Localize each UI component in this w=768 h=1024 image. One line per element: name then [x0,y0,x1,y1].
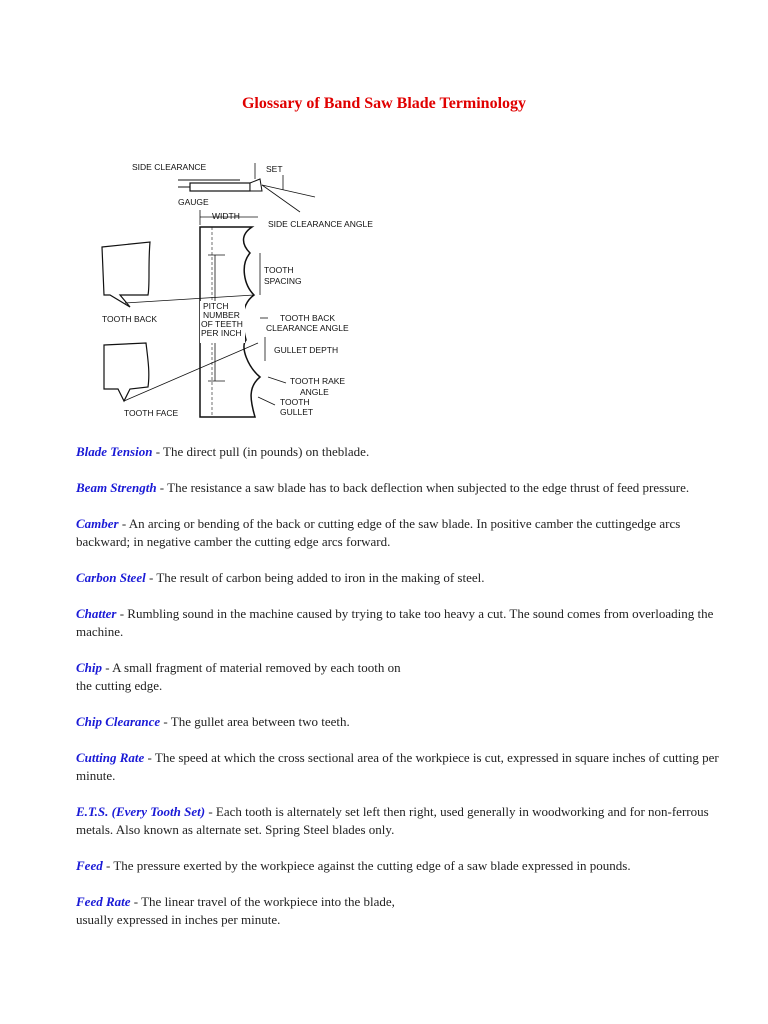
label-tooth-gullet-1: TOOTH [280,397,310,407]
label-tooth-back-clearance-2: CLEARANCE ANGLE [266,323,349,333]
label-side-clearance: SIDE CLEARANCE [132,162,207,172]
glossary-definition: - The direct pull (in pounds) on theblade. [152,444,370,459]
glossary-term: E.T.S. (Every Tooth Set) [76,804,206,819]
glossary-term: Camber [76,516,119,531]
label-gauge: GAUGE [178,197,209,207]
glossary-term: Beam Strength [76,480,157,495]
glossary-definition: - The speed at which the cross sectional area of the workpiece is cut, expressed in square inches of cutting per minute. [76,750,719,783]
label-width: WIDTH [212,211,240,221]
glossary-term: Chip Clearance [76,714,161,729]
tooth-gullet-pointer [258,397,275,405]
glossary-term: Chip [76,660,103,675]
glossary-term: Feed [76,858,103,873]
set-tooth-shape [250,179,262,191]
glossary-term: Chatter [76,606,117,621]
label-pitch-2: NUMBER [203,310,240,320]
glossary-entry [76,515,726,551]
glossary-definition: - Rumbling sound in the machine caused by trying to take too heavy a cut. The sound comes from overloading the machine. [76,606,714,639]
label-tooth-spacing-1: TOOTH [264,265,294,275]
label-tooth-spacing-2: SPACING [264,276,302,286]
glossary-entry [76,479,726,497]
label-pitch-3: OF TEETH [201,319,243,329]
glossary-definition: - The resistance a saw blade has to back deflection when subjected to the edge thrust of feed pressure. [156,480,690,495]
glossary-entry [76,569,726,587]
glossary-definition: - A small fragment of material removed by each tooth on the cutting edge. [76,660,401,693]
glossary-entry [76,713,726,731]
glossary-entry [76,749,726,785]
label-gullet-depth: GULLET DEPTH [274,345,339,355]
glossary-entry [76,893,411,929]
glossary-term: Feed Rate [76,894,131,909]
glossary-term: Carbon Steel [76,570,146,585]
tooth-rake-pointer [268,377,286,383]
label-side-clearance-angle: SIDE CLEARANCE ANGLE [268,219,373,229]
page-title: Glossary of Band Saw Blade Terminology [241,95,527,112]
label-tooth-gullet-2: GULLET [280,407,314,417]
glossary-definition: - The result of carbon being added to iron in the making of steel. [145,570,485,585]
glossary-list [76,443,726,947]
blade-diagram [90,155,420,425]
glossary-definition: - The pressure exerted by the workpiece against the cutting edge of a saw blade expressed in pounds. [102,858,631,873]
glossary-term: Blade Tension [76,444,153,459]
label-pitch-1: PITCH [203,301,229,311]
tooth-face-detail [104,343,149,401]
blade-diagram-svg [90,155,420,425]
glossary-term: Cutting Rate [76,750,145,765]
label-tooth-face: TOOTH FACE [124,408,179,418]
glossary-entry [76,443,726,461]
blade-cross-section [190,183,250,191]
glossary-entry [76,659,411,695]
glossary-entry [76,803,726,839]
glossary-definition: - Each tooth is alternately set left then right, used generally in woodworking and for non-ferrous metals. Also known as alternate set. Spring Steel blades only. [76,804,709,837]
label-set: SET [266,164,283,174]
label-tooth-rake-2: ANGLE [300,387,329,397]
glossary-entry [76,605,726,641]
label-tooth-back: TOOTH BACK [102,314,158,324]
glossary-definition: - The linear travel of the workpiece into the blade, usually expressed in inches per minute. [76,894,395,927]
glossary-definition: - An arcing or bending of the back or cutting edge of the saw blade. In positive camber the cuttingedge arcs backward; in negative camber the cutting edge arcs forward. [76,516,681,549]
label-tooth-back-clearance-1: TOOTH BACK [280,313,336,323]
tooth-back-detail [102,242,150,307]
glossary-entry [76,857,726,875]
glossary-definition: - The gullet area between two teeth. [160,714,350,729]
label-pitch-4: PER INCH [201,328,242,338]
label-tooth-rake-1: TOOTH RAKE [290,376,346,386]
